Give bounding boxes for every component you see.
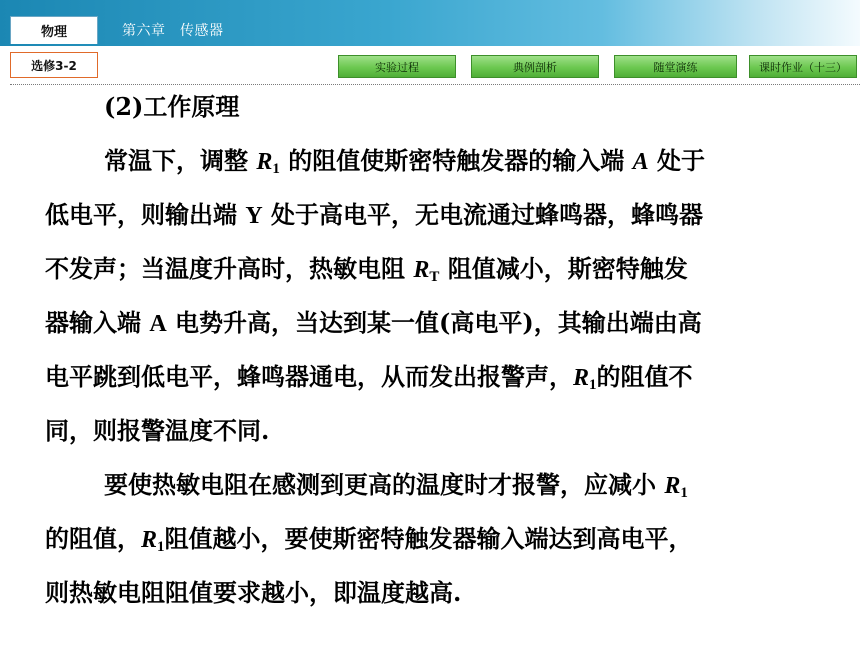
variable-symbol: $R_1$ [573, 365, 597, 393]
chapter-title: 第六章 传感器 [122, 23, 224, 39]
paragraph-line [45, 416, 269, 446]
paragraph-line [45, 200, 703, 231]
text-run: 处于高电平，无电流通过蜂鸣器，蜂鸣器 [262, 200, 704, 229]
variable-symbol: $R_1$ [664, 473, 688, 501]
paragraph-line [45, 578, 461, 608]
tab-example-analysis[interactable]: 典例剖析 [471, 55, 599, 78]
variable-symbol: A [632, 149, 649, 175]
text-run: 电势升高，当达到某一值(高电平)，其输出端由高 [166, 308, 702, 337]
text-run: 低电平，则输出端 [45, 200, 246, 229]
text-run: 同，则报警温度不同. [45, 416, 270, 445]
text-run: 电平跳到低电平，蜂鸣器通电，从而发出报警声， [45, 362, 573, 391]
paragraph-line [104, 470, 688, 501]
text-run: 不发声；当温度升高时，热敏电阻 [45, 254, 414, 283]
variable-symbol: $R_1$ [141, 527, 165, 555]
text-run: 则热敏电阻阻值要求越小，即温度越高. [45, 578, 462, 607]
input-symbol: A [149, 311, 167, 337]
tab-experiment-process[interactable]: 实验过程 [338, 55, 456, 78]
paragraph-line [45, 362, 693, 393]
slide-content [0, 86, 860, 645]
header-divider [10, 84, 860, 85]
text-run: 处于 [648, 146, 705, 175]
section-title: (2)工作原理 [104, 92, 240, 121]
paragraph-line [45, 254, 688, 285]
text-run: 要使热敏电阻在感测到更高的温度时才报警，应减小 [104, 470, 665, 499]
text-run: 的阻值不 [596, 362, 693, 391]
tab-classroom-practice[interactable]: 随堂演练 [614, 55, 737, 78]
subject-label: 物理 [10, 16, 98, 44]
text-run: 的阻值， [45, 524, 141, 553]
paragraph-line [45, 524, 693, 555]
slide-header [0, 0, 860, 84]
text-run: 器输入端 [45, 308, 150, 337]
variable-symbol: $R_T$ [413, 257, 440, 285]
paragraph-line [45, 308, 702, 339]
output-symbol: Y [245, 203, 263, 229]
variable-symbol: $R_1$ [256, 149, 280, 177]
tab-homework[interactable]: 课时作业（十三） [749, 55, 857, 78]
module-label: 选修3-2 [10, 52, 98, 78]
text-run: 阻值减小，斯密特触发 [439, 254, 688, 283]
text-run: 常温下，调整 [104, 146, 257, 175]
paragraph-line [104, 146, 705, 177]
text-run: 阻值越小，要使斯密特触发器输入端达到高电平， [164, 524, 693, 553]
text-run: 的阻值使斯密特触发器的输入端 [279, 146, 633, 175]
